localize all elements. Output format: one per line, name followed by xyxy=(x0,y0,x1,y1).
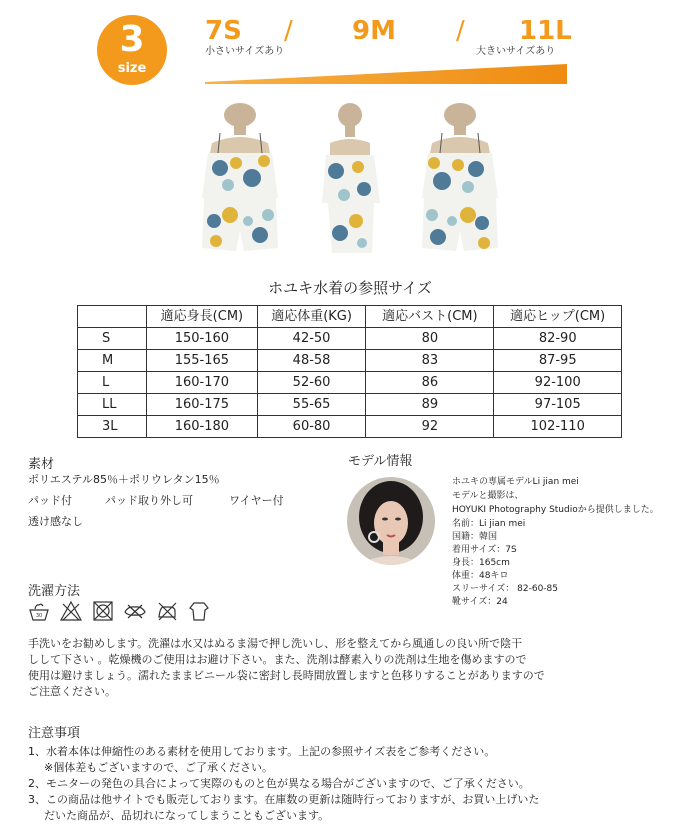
table-row xyxy=(78,350,622,372)
table-header-cell: 適応バスト(CM) xyxy=(366,306,494,328)
table-cell: 160-180 xyxy=(147,416,258,438)
model-intro-line: HOYUKI Photography Studioから提供しました。 xyxy=(452,505,659,515)
care-line: 手洗いをお勧めします。洗濯は水又はぬるま湯で押し洗いし、形を整えてから風通しの良い所で陰干 xyxy=(28,637,523,650)
material-composition: ポリエステル85％＋ポリウレタン15％ xyxy=(28,473,220,486)
line-dry-icon xyxy=(188,600,210,622)
table-cell: 160-170 xyxy=(147,372,258,394)
care-line: 使用は避けましょう。濡れたままビニール袋に密封し長時間放置しますと色移りすることがありますので xyxy=(28,669,545,682)
table-cell: 150-160 xyxy=(147,328,258,350)
feature-wire: ワイヤー付 xyxy=(229,494,284,507)
table-cell: 82-90 xyxy=(494,328,622,350)
table-cell: 89 xyxy=(366,394,494,416)
badge-unit: size xyxy=(117,61,147,76)
table-header-cell: 適応体重(KG) xyxy=(257,306,366,328)
size-separator: / xyxy=(456,16,465,46)
row-size-label: 3L xyxy=(78,416,147,438)
model-detail: 体重：48キロ xyxy=(452,571,509,581)
table-cell: 55-65 xyxy=(257,394,366,416)
table-cell: 97-105 xyxy=(494,394,622,416)
material-title: 素材 xyxy=(28,457,55,472)
row-size-label: M xyxy=(78,350,147,372)
note-line: 1、水着本体は伸縮性のある素材を使用しております。上記の参照サイズ表をご参考ください。 xyxy=(28,745,496,758)
model-intro-line: モデルと撮影は、 xyxy=(452,491,524,501)
small-size-note: 小さいサイズあり xyxy=(205,46,285,57)
care-title: 洗濯方法 xyxy=(28,584,81,599)
table-cell: 60-80 xyxy=(257,416,366,438)
table-cell: 160-175 xyxy=(147,394,258,416)
size-chart-table xyxy=(77,305,622,438)
model-info-title: モデル情報 xyxy=(348,454,413,469)
model-detail: 国籍：韓国 xyxy=(452,532,498,542)
table-header-row xyxy=(78,306,622,328)
table-cell: 48-58 xyxy=(257,350,366,372)
table-cell: 52-60 xyxy=(257,372,366,394)
table-header-cell xyxy=(78,306,147,328)
model-detail: 靴サイズ：24 xyxy=(452,597,508,607)
no-bleach-icon xyxy=(60,600,82,622)
swimsuit-front-image xyxy=(190,103,290,263)
table-row xyxy=(78,394,622,416)
no-tumble-dry-icon xyxy=(92,600,114,622)
table-row xyxy=(78,416,622,438)
size-table-title: ホユキ水着の参照サイズ xyxy=(268,279,432,297)
table-cell: 102-110 xyxy=(494,416,622,438)
table-cell: 83 xyxy=(366,350,494,372)
care-line: ご注意ください。 xyxy=(28,685,116,698)
swimsuit-back-image xyxy=(410,103,510,263)
svg-text:30: 30 xyxy=(35,613,43,619)
model-avatar xyxy=(347,477,435,565)
feature-removable-pad: パッド取り外し可 xyxy=(105,494,193,507)
model-detail: 着用サイズ：7S xyxy=(452,545,517,555)
hand-wash-icon xyxy=(28,600,50,622)
row-size-label: S xyxy=(78,328,147,350)
row-size-label: L xyxy=(78,372,147,394)
table-cell: 42-50 xyxy=(257,328,366,350)
feature-pad: パッド付 xyxy=(28,494,72,507)
notes-title: 注意事項 xyxy=(28,726,81,741)
table-cell: 92 xyxy=(366,416,494,438)
model-detail: 名前：Li jian mei xyxy=(452,519,526,529)
table-cell: 86 xyxy=(366,372,494,394)
material-transparency: 透け感なし xyxy=(28,515,83,528)
badge-number: 3 xyxy=(119,19,145,60)
note-line: だいた商品が、品切れになってしまうこともございます。 xyxy=(44,809,330,822)
note-line: 2、モニターの発色の具合によって実際のものと色が異なる場合がございますので、ご了承ください。 xyxy=(28,777,530,790)
table-cell: 87-95 xyxy=(494,350,622,372)
no-iron-icon xyxy=(156,600,178,622)
model-intro-line: ホユキの専属モデルLi jian mei xyxy=(452,477,579,487)
model-detail: スリーサイズ： 82-60-85 xyxy=(452,584,558,594)
model-detail: 身長：165cm xyxy=(452,558,510,568)
no-dry-clean-icon xyxy=(124,600,146,622)
large-size-note: 大きいサイズあり xyxy=(476,46,556,57)
size-code-9m: 9M xyxy=(352,16,396,46)
size-range-wedge xyxy=(205,62,567,86)
care-instructions xyxy=(28,636,678,700)
table-cell: 92-100 xyxy=(494,372,622,394)
size-code-11l: 11L xyxy=(519,16,572,46)
table-row xyxy=(78,328,622,350)
note-line: ※個体差もございますので、ご了承ください。 xyxy=(44,761,273,774)
table-cell: 80 xyxy=(366,328,494,350)
size-count-badge xyxy=(97,15,167,85)
table-cell: 155-165 xyxy=(147,350,258,372)
size-separator: / xyxy=(284,16,293,46)
size-code-7s: 7S xyxy=(205,16,242,46)
table-header-cell: 適応身長(CM) xyxy=(147,306,258,328)
table-row xyxy=(78,372,622,394)
table-header-cell: 適応ヒップ(CM) xyxy=(494,306,622,328)
note-line: 3、この商品は他サイトでも販売しております。在庫数の更新は随時行っておりますが、お買い上げいた xyxy=(28,793,540,806)
row-size-label: LL xyxy=(78,394,147,416)
care-line: しして下さい 。乾燥機のご使用はお避け下さい。また、洗剤は酵素入りの洗剤は生地を傷めますので xyxy=(28,653,527,666)
notes-list xyxy=(28,744,688,824)
swimsuit-side-image xyxy=(300,103,400,263)
